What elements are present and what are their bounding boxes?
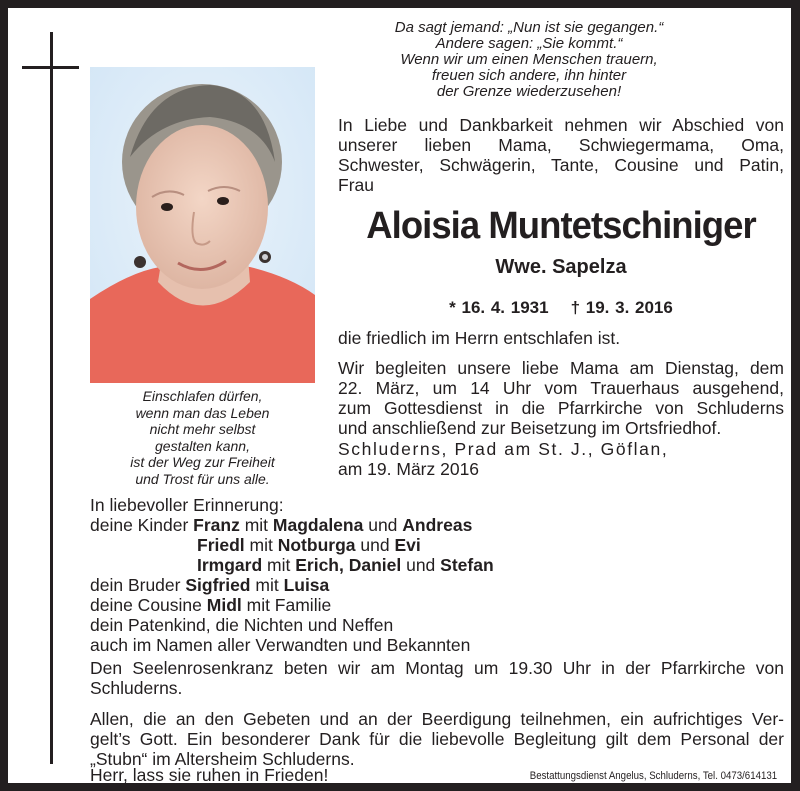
poem-line: Andere sagen: „Sie kommt.“ xyxy=(435,35,623,52)
places: Schluderns, Prad am St. J., Göflan, xyxy=(338,439,669,459)
poem-line: nicht mehr selbst xyxy=(149,421,256,437)
children-prefix: deine Kinder xyxy=(90,515,194,535)
poem-line: Da sagt jemand: „Nun ist sie gegangen.“ xyxy=(394,19,664,36)
notice-date: am 19. März 2016 xyxy=(338,459,480,479)
poem-line: Wenn wir um einen Menschen trauern, xyxy=(400,51,658,68)
deceased-name: Aloisia Muntetschiniger xyxy=(366,205,756,247)
intro-line: In Liebe und Dankbarkeit nehmen wir Abschied von xyxy=(338,115,784,135)
cross-horizontal-bar xyxy=(22,66,79,69)
connector: mit xyxy=(244,535,278,555)
undertaker-credit: Bestattungsdienst Angelus, Schluderns, Tel. 0473/614131 xyxy=(529,770,777,782)
connector: mit xyxy=(239,515,273,535)
funeral-line: zum Gottesdienst in die Pfarrkirche von Schluderns xyxy=(338,398,784,418)
funeral-line: Wir begleiten unsere liebe Mama am Dienstag, dem xyxy=(338,358,784,378)
grandchild-name: Evi xyxy=(394,535,421,555)
partner-name: Magdalena xyxy=(272,515,364,535)
brother-prefix: dein Bruder xyxy=(90,575,186,595)
poem-line: Einschlafen dürfen, xyxy=(142,388,263,404)
cousin-suffix: mit Familie xyxy=(241,595,332,615)
birth-date: * 16. 4. 1931 xyxy=(449,298,549,317)
passed-text: die friedlich im Herrn entschlafen ist. xyxy=(338,328,621,348)
cousin-row xyxy=(90,595,590,615)
children-row xyxy=(90,515,590,535)
mourners-heading: In liebevoller Erinnerung: xyxy=(90,495,284,515)
death-date: † 19. 3. 2016 xyxy=(570,298,673,317)
intro-line: Frau xyxy=(338,175,374,195)
poem-line: freuen sich andere, ihn hinter xyxy=(431,67,627,84)
poem-line: wenn man das Leben xyxy=(135,404,270,421)
child-name: Irmgard xyxy=(197,555,263,575)
godchild-row: dein Patenkind, die Nichten und Neffen xyxy=(90,615,394,635)
connector: mit xyxy=(262,555,296,575)
thanks-line: Allen, die an den Gebeten und an der Beerdigung teilnehmen, ein aufrichtiges Ver- xyxy=(90,709,784,729)
child-name: Friedl xyxy=(197,535,245,555)
child-name: Franz xyxy=(193,515,240,535)
grandchild-name: Stefan xyxy=(440,555,494,575)
obituary-notice xyxy=(8,8,791,783)
intro-text xyxy=(338,115,784,195)
poem-line: gestalten kann, xyxy=(155,437,250,454)
grandchildren-names: Erich, Daniel xyxy=(295,555,402,575)
brother-partner-name: Luisa xyxy=(283,575,330,595)
funeral-line: und anschließend zur Beisetzung im Ortsfriedhof. xyxy=(338,418,722,438)
brother-row xyxy=(90,575,590,595)
closing-prayer: Herr, lass sie ruhen in Frieden! xyxy=(90,765,329,785)
partner-name: Notburga xyxy=(277,535,356,555)
cross-vertical-bar xyxy=(50,32,53,764)
thanks-notice xyxy=(90,709,784,769)
connector: und xyxy=(355,535,395,555)
rosary-line: Schluderns. xyxy=(90,678,183,698)
portrait-photo xyxy=(90,67,315,383)
thanks-line: „Stubn“ im Altersheim Schluderns. xyxy=(90,749,355,769)
poem-line: der Grenze wiederzusehen! xyxy=(436,83,622,100)
intro-line: Schwester, Schwägerin, Tante, Cousine und Patin, xyxy=(338,155,784,175)
children-row xyxy=(90,555,590,575)
connector: und xyxy=(363,515,403,535)
poem-line: ist der Weg zur Freiheit xyxy=(130,454,275,470)
children-row xyxy=(90,535,590,555)
cousin-name: Midl xyxy=(206,595,242,615)
side-poem xyxy=(90,388,315,487)
place-and-date xyxy=(338,439,784,479)
life-dates xyxy=(338,298,784,318)
rosary-line: Den Seelenrosenkranz beten wir am Montag um 19.30 Uhr in der Pfarrkirche von xyxy=(90,658,784,678)
rosary-notice xyxy=(90,658,784,698)
top-poem xyxy=(364,20,694,100)
connector: und xyxy=(401,555,441,575)
mourners-list xyxy=(90,495,590,655)
connector: mit xyxy=(250,575,284,595)
intro-line: unserer lieben Mama, Schwiegermama, Oma, xyxy=(338,135,784,155)
thanks-line: gelt’s Gott. Ein besonderer Dank für die liebevolle Begleitung gilt dem Personal der xyxy=(90,729,784,749)
cousin-prefix: deine Cousine xyxy=(90,595,207,615)
widow-of: Wwe. Sapelza xyxy=(495,256,627,278)
brother-name: Sigfried xyxy=(185,575,251,595)
poem-line: und Trost für uns alle. xyxy=(135,470,270,487)
funeral-line: 22. März, um 14 Uhr vom Trauerhaus ausgehend, xyxy=(338,378,784,398)
grandchild-name: Andreas xyxy=(402,515,473,535)
relatives-row: auch im Namen aller Verwandten und Bekannten xyxy=(90,635,471,655)
funeral-details xyxy=(338,358,784,438)
portrait-illustration xyxy=(90,67,315,383)
